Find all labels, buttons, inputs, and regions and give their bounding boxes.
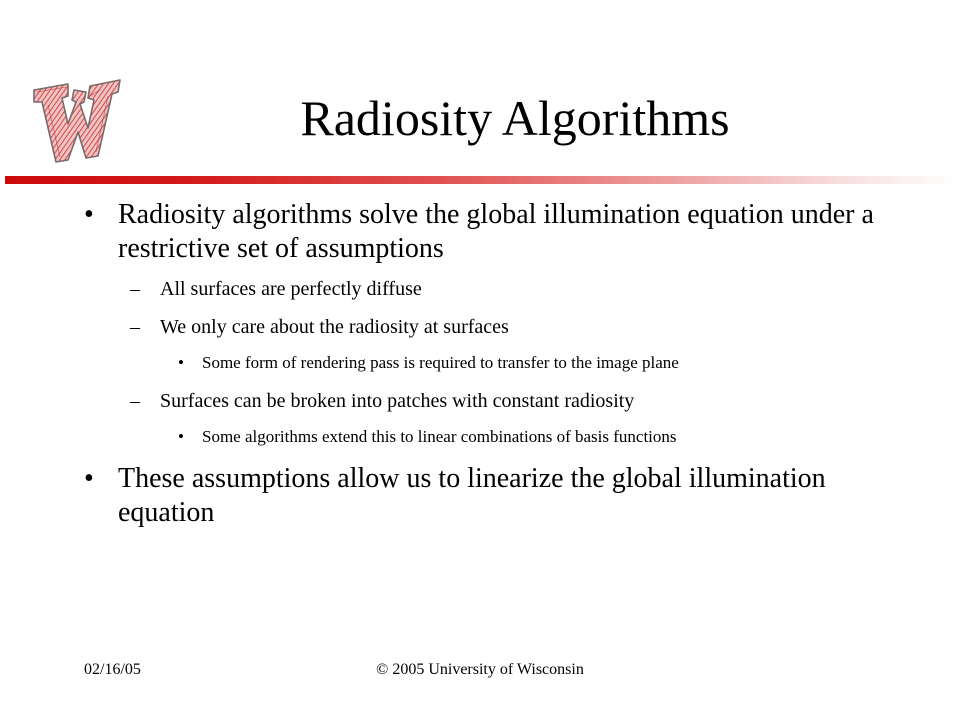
sub-bullet-item bbox=[84, 388, 884, 414]
sub-sub-bullet-text: Some form of rendering pass is required to transfer to the image plane bbox=[202, 353, 679, 372]
bullet-dot-icon: • bbox=[178, 427, 184, 446]
footer-copyright: © 2005 University of Wisconsin bbox=[376, 661, 584, 678]
sub-bullet-text: Surfaces can be broken into patches with constant radiosity bbox=[160, 390, 635, 412]
bullet-text: These assumptions allow us to linearize the global illumination equation bbox=[118, 463, 826, 528]
sub-sub-bullet-text: Some algorithms extend this to linear combinations of basis functions bbox=[202, 427, 677, 446]
bullet-dash-icon: – bbox=[130, 278, 140, 300]
sub-bullet-text: All surfaces are perfectly diffuse bbox=[160, 278, 422, 300]
footer-date: 02/16/05 bbox=[84, 661, 141, 678]
sub-sub-bullet-item bbox=[84, 426, 884, 448]
slide-content bbox=[84, 198, 884, 540]
bullet-dash-icon: – bbox=[130, 390, 140, 412]
bullet-item bbox=[84, 198, 884, 266]
sub-bullet-text: We only care about the radiosity at surfaces bbox=[160, 316, 509, 338]
bullet-item bbox=[84, 462, 884, 530]
bullet-dot-icon: • bbox=[84, 199, 94, 230]
sub-bullet-item bbox=[84, 276, 884, 302]
bullet-dot-icon: • bbox=[178, 353, 184, 372]
sub-bullet-item bbox=[84, 314, 884, 340]
bullet-dash-icon: – bbox=[130, 316, 140, 338]
slide-title: Radiosity Algorithms bbox=[300, 90, 730, 146]
bullet-text: Radiosity algorithms solve the global illumination equation under a restrictive set of assumptions bbox=[118, 199, 874, 264]
wisconsin-w-logo-icon bbox=[28, 72, 124, 164]
bullet-dot-icon: • bbox=[84, 463, 94, 494]
sub-sub-bullet-item bbox=[84, 352, 884, 374]
title-divider bbox=[5, 176, 960, 184]
